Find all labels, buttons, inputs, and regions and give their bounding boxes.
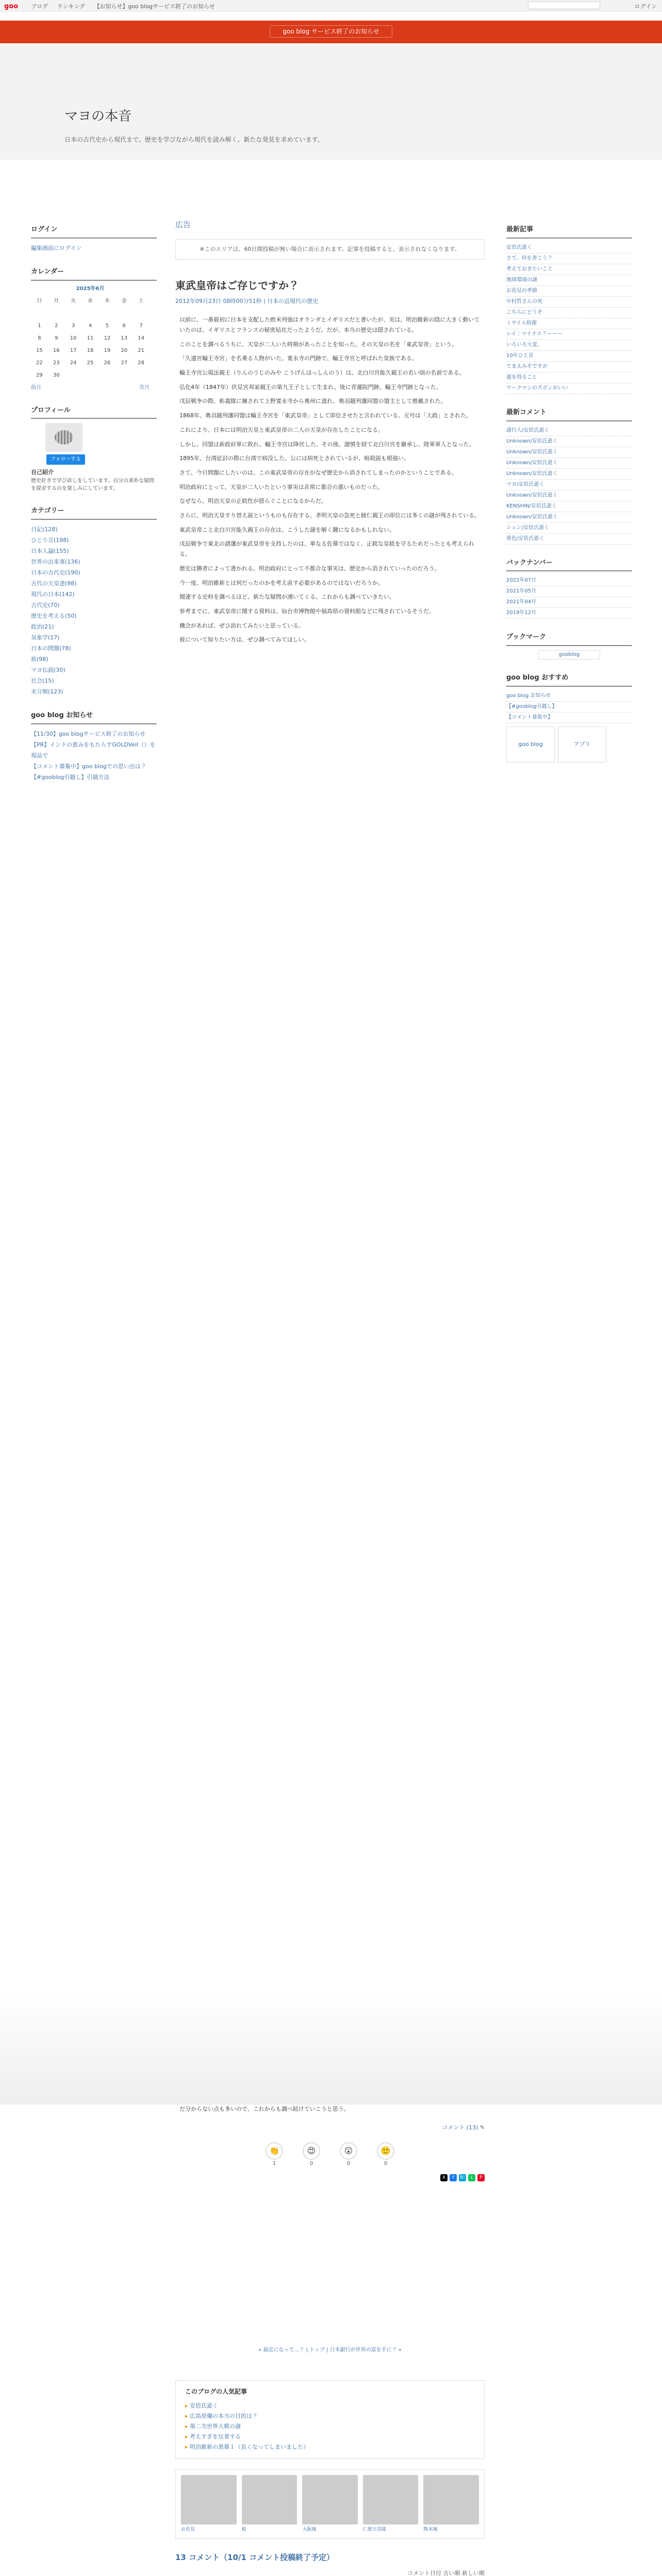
recommend-banner[interactable]: goo blog xyxy=(506,726,555,762)
popular-item-link[interactable]: 安倍氏逝く xyxy=(190,2402,219,2410)
calendar-day xyxy=(82,308,99,320)
entry-date[interactable]: 2012年09月23日 08時00分51秒 | 日本の近現代の歴史 xyxy=(175,297,319,304)
notice-banner xyxy=(0,21,662,43)
recent-post-item-link[interactable]: 考えておきたいこと xyxy=(506,266,553,272)
reaction-count: 0 xyxy=(309,2161,313,2167)
share-icon[interactable]: f xyxy=(450,2174,457,2181)
entry-paragraph: 「久遠宮輪王寺宮」を名乗る人物がいた。寛永寺の門跡で、輪王寺宮と呼ばれた皇族である。 xyxy=(179,355,418,362)
calendar-day[interactable]: 10 xyxy=(70,335,77,341)
share-icon[interactable]: L xyxy=(468,2174,475,2181)
calendar-day[interactable]: 27 xyxy=(121,360,128,366)
recent-comment-item-link[interactable]: 通行人/安倍氏逝く xyxy=(506,427,550,433)
category-item xyxy=(31,600,157,611)
entry-paragraph: 以前に、一番最初に日本を支配した欧米列強はオランダとイギリスだと書いたが、実は、明治維新の陰に大きく動いていたのは、イギリスとフランスの秘密結社だったようだ。だが、本当の歴史は隠されている。 xyxy=(179,316,480,333)
category-item xyxy=(31,567,157,578)
calendar-day[interactable]: 26 xyxy=(104,360,111,366)
entry-paragraph: このことを調べるうちに、天皇が二人いた時期があったことを知った。その天皇の名を「東武皇帝」という。 xyxy=(179,341,457,348)
entry-paragraph: 戊辰戦争の際、彰義隊に擁されて上野寛永寺から奥州に逃れ、奥羽越列藩同盟の盟主として推戴された。 xyxy=(179,398,446,405)
calendar-weekday: 金 xyxy=(121,298,127,304)
category-title: カテゴリー xyxy=(31,506,157,520)
popular-title: このブログの人気記事 xyxy=(185,2388,247,2396)
calendar-day xyxy=(65,308,82,320)
profile-avatar xyxy=(45,423,82,452)
recent-comment-item xyxy=(506,426,632,436)
category-item xyxy=(31,632,157,643)
recommend-banners xyxy=(506,726,632,762)
calendar-day[interactable]: 5 xyxy=(105,323,109,329)
bookmark-box xyxy=(506,632,632,659)
category-item xyxy=(31,535,157,546)
recent-post-item-link[interactable]: 地球環境の謎 xyxy=(506,277,537,283)
entry-paragraph: 東武皇帝こと北白川宮能久親王の存在は、こうした謎を解く鍵になるかもしれない。 xyxy=(179,526,395,533)
calendar-day xyxy=(98,308,115,320)
reaction-icon[interactable]: 👏 xyxy=(266,2142,283,2160)
recent-post-item xyxy=(506,253,632,264)
backnumber-item-link[interactable]: 2021年04月 xyxy=(506,599,537,605)
photo-thumb xyxy=(423,2475,479,2524)
category-item-link[interactable]: 世界の出来事(136) xyxy=(31,558,80,565)
backnumber-box xyxy=(506,558,632,619)
main-column xyxy=(175,218,485,1659)
backnumber-item-link[interactable]: 2022年07月 xyxy=(506,578,537,584)
profile-text: 歴史好きで学び直しをしています。自分の素朴な疑問を探求するのを楽しみにしています。 xyxy=(31,478,155,492)
photo-card[interactable] xyxy=(242,2475,297,2533)
recent-comment-item xyxy=(506,490,632,501)
calendar-weekday: 日 xyxy=(37,298,42,304)
category-item xyxy=(31,524,157,535)
photo-card[interactable] xyxy=(363,2475,419,2533)
topbar-nav-item[interactable]: ランキング xyxy=(57,3,86,10)
category-item xyxy=(31,578,157,589)
recent-comment-item-link[interactable]: 黄色/安倍氏逝く xyxy=(506,535,544,541)
backnumber-item xyxy=(506,586,632,597)
profile-box xyxy=(31,405,157,493)
entry-paragraph: さて、今日問題にしたいのは、この東武皇帝の存在がなぜ歴史から消されてしまったのかということである。 xyxy=(179,469,457,476)
recent-post-item xyxy=(506,351,632,362)
latest-images xyxy=(175,2469,485,2539)
calendar-day xyxy=(82,369,99,382)
recent-comment-item xyxy=(506,480,632,490)
recent-comment-item xyxy=(506,512,632,523)
goo-news-item-link[interactable]: 【コメント募集中】goo blogでの思い出は？ xyxy=(31,762,146,770)
entry-paragraph: なぜなら、明治天皇の正統性が揺らぐことになるからだ。 xyxy=(179,498,327,505)
calendar-day xyxy=(48,308,65,320)
calendar-next-link[interactable]: 次月 xyxy=(139,384,150,391)
recent-post-item-link[interactable]: お花見の季節 xyxy=(506,287,537,294)
photo-thumb xyxy=(242,2475,297,2524)
category-item-link[interactable]: マヨ伝説(30) xyxy=(31,666,65,673)
goo-news-item-link[interactable]: 【PR】インドの恵みをもたらすGOLDVeil（）を現品で xyxy=(31,741,156,759)
goo-news-list xyxy=(31,728,157,783)
recommend-title: goo blog おすすめ xyxy=(506,673,632,687)
photo-caption: 仁徳天皇陵 xyxy=(362,2527,386,2533)
recent-post-item-link[interactable]: ミサイル防衛 xyxy=(506,320,537,326)
calendar-week xyxy=(31,320,150,332)
recent-post-item xyxy=(506,329,632,340)
category-item xyxy=(31,675,157,686)
entry-paragraph: 弘化4年（1847年）伏見宮邦家親王の第九王子として生まれ、後に青蓮院門跡、輪王寺門跡となった。 xyxy=(179,383,442,391)
calendar-prev-link[interactable]: 前月 xyxy=(31,384,41,391)
recent-comment-item-link[interactable]: マヨ/安倍氏逝く xyxy=(506,481,544,487)
calendar-caption: 2025年6月 xyxy=(76,285,105,292)
recommend-item xyxy=(506,713,632,723)
calendar-weekday: 月 xyxy=(54,298,59,304)
blog-title[interactable]: マヨの本音 xyxy=(64,109,132,124)
category-item-link[interactable]: 気象学(17) xyxy=(31,634,60,641)
calendar-day[interactable]: 2 xyxy=(55,323,58,329)
backnumber-item xyxy=(506,575,632,586)
reaction-count: 0 xyxy=(384,2161,388,2167)
recent-comment-item-link[interactable]: Unknown/安倍氏逝く xyxy=(506,449,558,455)
calendar-day[interactable]: 29 xyxy=(36,372,43,378)
topbar-nav-item[interactable]: ブログ xyxy=(31,3,48,10)
calendar-week xyxy=(31,345,150,357)
category-item xyxy=(31,546,157,556)
category-item xyxy=(31,611,157,621)
backnumber-item-link[interactable]: 2019年12月 xyxy=(506,610,537,616)
popular-item xyxy=(185,2401,475,2411)
recent-post-item xyxy=(506,264,632,275)
calendar-title: カレンダー xyxy=(31,267,157,281)
recent-comment-item xyxy=(506,469,632,480)
goo-news-item-link[interactable]: 【11/30】goo blogサービス終了のお知らせ xyxy=(31,730,146,737)
recent-comment-item xyxy=(506,436,632,447)
calendar-weekday: 木 xyxy=(104,298,110,304)
ad-note: ※このエリアは、60日間投稿が無い場合に表示されます。記事を投稿すると、表示されなくなります。 xyxy=(175,239,485,260)
entry-paragraph: 機会があれば、ぜひ訪れてみたいと思っている。 xyxy=(179,622,304,629)
category-item xyxy=(31,589,157,600)
calendar-day[interactable]: 15 xyxy=(36,347,43,353)
photo-caption: 熊本城 xyxy=(423,2527,438,2533)
recent-comment-item xyxy=(506,447,632,458)
recent-comment-item xyxy=(506,523,632,534)
profile-name: 自己紹介 xyxy=(31,469,54,476)
recent-post-item-link[interactable]: いろいろ大変。 xyxy=(506,342,542,348)
recommend-item xyxy=(506,702,632,713)
reaction-counts xyxy=(175,2160,485,2168)
category-item xyxy=(31,665,157,675)
goo-news-title: goo blog お知らせ xyxy=(31,710,157,724)
calendar-day[interactable]: 12 xyxy=(104,335,111,341)
notice-button[interactable]: goo blog サービス終了のお知らせ xyxy=(270,25,392,38)
backnumber-item xyxy=(506,597,632,608)
recommend-list xyxy=(506,691,632,723)
recent-comment-item-link[interactable]: Unknown/安倍氏逝く xyxy=(506,492,558,498)
popular-item-link[interactable]: 明治維新の黒幕１（長くなってしまいました） xyxy=(190,2444,309,2451)
recent-comments-list xyxy=(506,426,632,545)
right-sidebar xyxy=(506,225,632,776)
category-item-link[interactable]: ひとり言(198) xyxy=(31,536,69,544)
category-item xyxy=(31,654,157,665)
recent-post-item xyxy=(506,275,632,286)
blog-description: 日本の古代史から現代まで、歴史を学びながら現代を読み解く、新たな発見を求めています。 xyxy=(64,136,324,143)
backnumber-list xyxy=(506,575,632,619)
recent-comment-item-link[interactable]: Unknown/安倍氏逝く xyxy=(506,460,558,466)
profile-title: プロフィール xyxy=(31,405,157,419)
calendar-day[interactable]: 20 xyxy=(121,347,128,353)
recent-comment-item-link[interactable]: Unknown/安倍氏逝く xyxy=(506,438,558,444)
recent-post-item xyxy=(506,383,632,394)
backnumber-item-link[interactable]: 2021年05月 xyxy=(506,588,537,595)
recent-comment-item-link[interactable]: Unknown/安倍氏逝く xyxy=(506,470,558,477)
recent-post-item-link[interactable]: レイ：マイナス？ーーー xyxy=(506,331,562,337)
share-icon[interactable]: P xyxy=(477,2174,485,2181)
category-item-link[interactable]: 古代史(70) xyxy=(31,601,60,608)
recent-comment-item-link[interactable]: Unknown/安倍氏逝く xyxy=(506,514,558,520)
edit-login-link[interactable]: 編集画面にログイン xyxy=(31,244,82,251)
backnumber-title: バックナンバー xyxy=(506,558,632,572)
recent-comment-item xyxy=(506,534,632,545)
comments-sort[interactable]: コメント日付 古い順 新しい順 xyxy=(407,2570,485,2576)
calendar-day xyxy=(115,308,133,320)
calendar-day[interactable]: 11 xyxy=(87,335,94,341)
entry-paragraph: これにより、日本には明治天皇と東武皇帝の二人の天皇が存在したことになる。 xyxy=(179,426,384,433)
topbar-nav xyxy=(31,2,222,11)
category-item xyxy=(31,686,157,697)
recommend-item xyxy=(506,691,632,702)
share-icon[interactable]: B! xyxy=(459,2174,466,2181)
recent-post-item xyxy=(506,372,632,383)
calendar-day[interactable]: 1 xyxy=(38,323,41,329)
calendar-day[interactable]: 23 xyxy=(53,360,60,366)
recent-comments-box xyxy=(506,408,632,545)
calendar-week xyxy=(31,357,150,369)
reaction-icon[interactable]: 😲 xyxy=(340,2142,357,2160)
entry-paragraphs xyxy=(175,315,485,1659)
left-sidebar xyxy=(31,225,157,796)
reaction-icon[interactable]: 😍 xyxy=(303,2142,320,2160)
category-item-link[interactable]: 歴史を考える(50) xyxy=(31,612,77,619)
calendar-box xyxy=(31,267,157,392)
comments-title: 13 コメント（10/1 コメント投稿終了予定） xyxy=(175,2553,335,2563)
login-box xyxy=(31,225,157,253)
recent-posts-title: 最新記事 xyxy=(506,225,632,239)
bookmark-title: ブックマーク xyxy=(506,632,632,646)
photo-card[interactable] xyxy=(181,2475,237,2533)
calendar-day[interactable]: 25 xyxy=(87,360,94,366)
recent-post-item-link[interactable]: 運を得ること xyxy=(506,374,537,380)
entry-paragraph: 彼について知りたい方は、ぜひ調べてみてほしい。 xyxy=(179,636,310,643)
popular-item xyxy=(185,2411,475,2421)
popular-item xyxy=(185,2432,475,2442)
reaction-count: 1 xyxy=(272,2161,276,2167)
edit-icon[interactable]: ✎ xyxy=(479,2124,485,2131)
entry-paragraph: 1868年、奥羽越列藩同盟は輪王寺宮を「東武皇帝」として即位させたと言われている。元号は「大政」とされた。 xyxy=(179,412,472,419)
entry-paragraph: 参考までに、東武皇帝に関する資料は、仙台市博物館や福島県の資料館などに残されているそうだ。 xyxy=(179,607,435,615)
recent-comment-item xyxy=(506,458,632,469)
recent-comment-item-link[interactable]: シュン/安倍氏逝く xyxy=(506,524,550,531)
recommend-item-link[interactable]: 【コメント募集中】 xyxy=(506,714,553,720)
recent-post-item xyxy=(506,286,632,297)
goo-news-item xyxy=(31,728,157,739)
calendar-day[interactable]: 21 xyxy=(138,347,144,353)
calendar-grid xyxy=(31,308,150,382)
goo-news-item xyxy=(31,772,157,783)
popular-item-link[interactable]: 第二次世界大戦の謎 xyxy=(190,2423,241,2430)
calendar-day[interactable]: 18 xyxy=(87,347,94,353)
recent-comment-item xyxy=(506,501,632,512)
recent-post-item-link[interactable]: 安倍氏逝く xyxy=(506,244,532,250)
reaction-buttons xyxy=(175,2142,485,2160)
calendar xyxy=(31,285,150,392)
photo-caption: お花見 xyxy=(181,2527,195,2533)
goo-logo[interactable]: goo xyxy=(4,3,19,10)
recommend-item-link[interactable]: 【#gooblog引越し】 xyxy=(506,703,557,709)
recent-post-item-link[interactable]: さて、何を書こう？ xyxy=(506,255,553,261)
ad-section-title: 広告 xyxy=(175,220,191,229)
login-title: ログイン xyxy=(31,225,157,239)
calendar-day[interactable]: 19 xyxy=(104,347,111,353)
bookmark-badge[interactable]: gooblog xyxy=(538,650,600,659)
recent-post-item-link[interactable]: こちらにどうぞ xyxy=(506,309,542,315)
popular-item xyxy=(185,2421,475,2432)
topbar-nav-item[interactable]: 【お知らせ】goo blogサービス終了のお知らせ xyxy=(94,3,215,10)
recent-post-item xyxy=(506,243,632,253)
category-item-link[interactable]: 旅(98) xyxy=(31,655,48,663)
calendar-weekday: 水 xyxy=(88,298,93,304)
calendar-weekdays xyxy=(31,295,150,308)
photo-card[interactable] xyxy=(302,2475,358,2533)
recent-comments-title: 最新コメント xyxy=(506,408,632,421)
calendar-week xyxy=(31,332,150,345)
calendar-day[interactable]: 4 xyxy=(88,323,92,329)
calendar-day[interactable]: 13 xyxy=(121,335,128,341)
recent-comment-item-link[interactable]: KENSHIN/安倍氏逝く xyxy=(506,503,557,509)
global-topbar xyxy=(0,0,662,11)
calendar-week xyxy=(31,308,150,320)
reaction-count: 0 xyxy=(346,2161,351,2167)
category-item xyxy=(31,643,157,654)
calendar-day[interactable]: 3 xyxy=(71,323,75,329)
entry-paragraph: さらに、明治天皇すり替え説というものも存在する。孝明天皇の急死と睦仁親王の即位には多くの謎が残されている。 xyxy=(179,512,480,519)
photo-thumb xyxy=(363,2475,419,2524)
entry-paragraph: 関連する史料を調べるほど、新たな疑問が湧いてくる。これからも調べていきたい。 xyxy=(179,594,395,601)
calendar-day[interactable]: 8 xyxy=(38,335,41,341)
category-item-link[interactable]: 現代の日本(142) xyxy=(31,590,75,598)
recent-post-item xyxy=(506,318,632,329)
recent-post-item-link[interactable]: てまえみそですが xyxy=(506,363,548,369)
calendar-day xyxy=(133,369,150,382)
category-item xyxy=(31,556,157,567)
search-input[interactable] xyxy=(528,2,600,9)
recommend-item-link[interactable]: goo blog お知らせ xyxy=(506,692,551,699)
goo-news-box xyxy=(31,710,157,783)
category-box xyxy=(31,506,157,697)
entry-paragraph: 明治政府にとって、天皇が二人いたという事実は非常に都合の悪いものだった。 xyxy=(179,483,384,490)
calendar-day xyxy=(115,369,133,382)
read-more-fade xyxy=(0,1991,662,2105)
entry-paragraph: 戊辰戦争で東北の諸藩が東武皇帝を支持したのは、単なる佐幕ではなく、正統な皇統を守るためだったとも考えられる。 xyxy=(179,540,474,558)
popular-list xyxy=(185,2401,475,2452)
blog-header xyxy=(0,43,662,160)
backnumber-item xyxy=(506,608,632,619)
goo-news-item xyxy=(31,761,157,772)
recent-post-item-link[interactable]: 中村哲さんの死 xyxy=(506,298,542,304)
photo-card[interactable] xyxy=(423,2475,479,2533)
calendar-weekday: 火 xyxy=(71,298,76,304)
category-item-link[interactable]: 日記(128) xyxy=(31,526,58,533)
reaction-icon[interactable]: 🙂 xyxy=(377,2142,394,2160)
calendar-day xyxy=(98,369,115,382)
comment-count-link[interactable]: コメント (13) xyxy=(442,2124,478,2131)
entry-body xyxy=(175,315,485,1659)
calendar-day[interactable]: 24 xyxy=(70,360,77,366)
entry-paragraph: 今一度、明治維新とは何だったのかを考え直す必要があるのではないだろうか。 xyxy=(179,579,384,586)
recommend-box xyxy=(506,673,632,762)
login-link[interactable]: ログイン xyxy=(634,3,657,10)
category-item-link[interactable]: 社会(15) xyxy=(31,677,54,684)
share-buttons xyxy=(175,2174,485,2181)
entry-footer xyxy=(175,2105,485,2576)
calendar-day[interactable]: 28 xyxy=(138,360,144,366)
recent-post-item xyxy=(506,308,632,318)
goo-news-item xyxy=(31,739,157,761)
popular-item-link[interactable]: 考えすぎを反省する xyxy=(190,2433,241,2441)
entry-pager[interactable]: « 最近になって…？ | トップ | 日本銀行が世界の富を手に？ » xyxy=(258,2347,402,2353)
category-item xyxy=(31,621,157,632)
share-icon[interactable]: X xyxy=(440,2174,448,2181)
recent-post-item-link[interactable]: 10年ひと昔 xyxy=(506,352,534,359)
recent-post-item xyxy=(506,340,632,351)
entry-paragraph: 歴史は勝者によって書かれる。明治政府にとって不都合な事実は、歴史から消されていったのだろう。 xyxy=(179,565,440,572)
calendar-day[interactable]: 17 xyxy=(70,347,77,353)
photo-caption: 大阪城 xyxy=(302,2527,317,2533)
popular-posts xyxy=(175,2380,485,2459)
calendar-day[interactable]: 7 xyxy=(139,323,143,329)
comments-section xyxy=(175,2551,485,2576)
photo-thumb xyxy=(302,2475,358,2524)
recent-posts-list xyxy=(506,243,632,394)
entry-paragraph: しかし、同盟は新政府軍に敗れ、輪王寺宮は降伏した。その後、謹慎を経て北白川宮を継承し、陸軍軍人となった。 xyxy=(179,440,475,448)
calendar-day[interactable]: 30 xyxy=(53,372,60,378)
follow-button[interactable]: フォローする xyxy=(46,454,85,465)
category-item-link[interactable]: 未分類(123) xyxy=(31,688,63,695)
goo-news-item-link[interactable]: 【#gooblog引越し】引越方法 xyxy=(31,773,110,781)
calendar-weekday: 土 xyxy=(138,298,144,304)
recommend-banner[interactable]: アプリ xyxy=(558,726,606,762)
recent-post-item-link[interactable]: ワークマンのズボンがいい xyxy=(506,385,568,391)
recent-post-item xyxy=(506,362,632,372)
photo-thumb xyxy=(181,2475,237,2524)
category-item-link[interactable]: 日本の古代史(190) xyxy=(31,569,80,576)
calendar-day[interactable]: 16 xyxy=(53,347,60,353)
calendar-day[interactable]: 9 xyxy=(55,335,58,341)
calendar-day xyxy=(31,308,48,320)
entry-title[interactable]: 東武皇帝はご存じですか？ xyxy=(175,279,299,292)
recent-posts-box xyxy=(506,225,632,394)
calendar-week xyxy=(31,369,150,382)
calendar-day xyxy=(65,369,82,382)
calendar-day[interactable]: 6 xyxy=(122,323,126,329)
category-item-link[interactable]: 政治(21) xyxy=(31,623,54,630)
calendar-day[interactable]: 22 xyxy=(36,360,43,366)
photo-caption: 桜 xyxy=(241,2527,246,2533)
recent-post-item xyxy=(506,297,632,308)
popular-item-link[interactable]: 広島原爆の本当の目的は？ xyxy=(190,2413,258,2420)
category-item-link[interactable]: 日本人論(155) xyxy=(31,547,69,554)
calendar-day[interactable]: 14 xyxy=(138,335,144,341)
calendar-day xyxy=(133,308,150,320)
category-item-link[interactable]: 日本の問題(78) xyxy=(31,645,71,652)
category-list xyxy=(31,524,157,697)
entry-paragraph: 1895年、台湾征討の際に台湾で病没した。公には病死とされているが、暗殺説も根強い。 xyxy=(179,455,409,462)
entry-tail: だ分からない点も多いので、これからも調べ続けていこうと思う。 xyxy=(179,2106,350,2112)
category-item-link[interactable]: 古代の天皇達(98) xyxy=(31,580,77,587)
popular-item xyxy=(185,2442,475,2452)
entry-paragraph: 輪王寺宮公現法親王（りんのうじのみや こうげんほっしんのう）は、北白川宮能久親王の若い頃の名前である。 xyxy=(179,369,465,376)
